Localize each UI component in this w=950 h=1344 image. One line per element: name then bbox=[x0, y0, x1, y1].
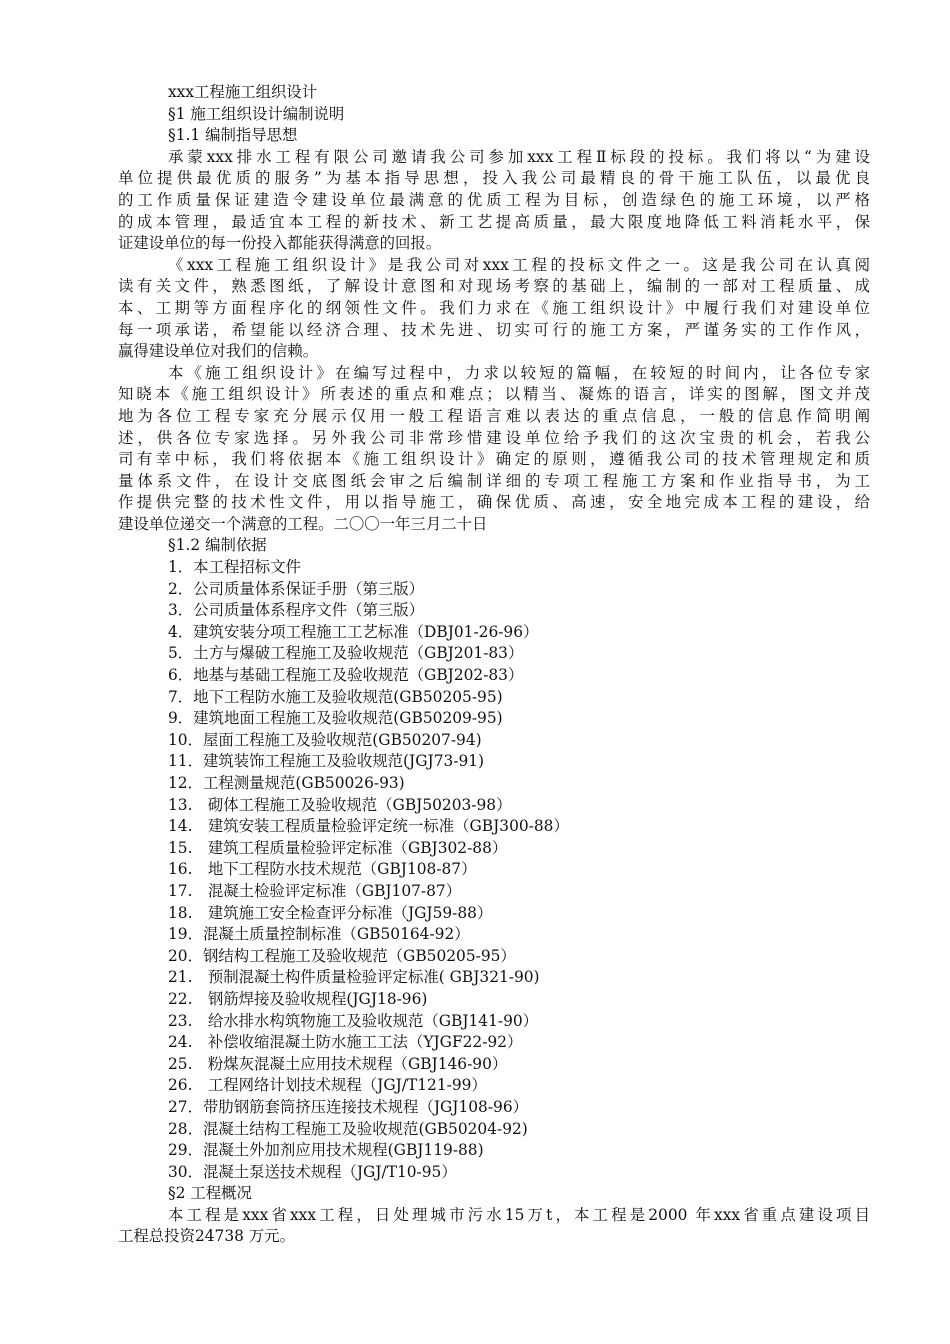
list-item: 10．屋面工程施工及验收规范(GB50207-94) bbox=[168, 730, 482, 749]
section-heading-2: §2 工程概况 bbox=[168, 1184, 252, 1203]
list-item: 20．钢结构工程施工及验收规范（GB50205-95） bbox=[168, 946, 516, 965]
list-item: 3．公司质量体系程序文件（第三版） bbox=[168, 601, 425, 620]
list-item: 26. 工程网络计划技术规程（JGJ/T121-99） bbox=[168, 1076, 487, 1095]
paragraph-line: 每一项承诺，希望能以经济合理、技术先进、切实可行的施工方案，严谨务实的工作作风， bbox=[118, 320, 870, 339]
list-item: 5．土方与爆破工程施工及验收规范（GBJ201-83） bbox=[168, 644, 524, 663]
paragraph-line: 建设单位递交一个满意的工程。二〇〇一年三月二十日 bbox=[118, 514, 488, 533]
list-item: 17. 混凝土检验评定标准（GBJ107-87） bbox=[168, 881, 462, 900]
list-item: 24. 补偿收缩混凝土防水施工工法（YJGF22-92） bbox=[168, 1033, 523, 1052]
paragraph-line: 作提供完整的技术性文件，用以指导施工，确保优质、高速，安全地完成本工程的建设，给 bbox=[118, 493, 870, 512]
list-item: 29．混凝土外加剂应用技术规程(GBJ119-88) bbox=[168, 1141, 484, 1160]
list-item: 7．地下工程防水施工及验收规范(GB50205-95) bbox=[168, 687, 503, 706]
paragraph-line: 《xxx工程施工组织设计》是我公司对xxx工程的投标文件之一。这是我公司在认真阅 bbox=[168, 255, 870, 274]
list-item: 12．工程测量规范(GB50026-93) bbox=[168, 774, 405, 792]
section-heading-1: §1 施工组织设计编制说明 bbox=[168, 104, 345, 123]
list-item: 22. 钢筋焊接及验收规程(JGJ18-96) bbox=[168, 989, 428, 1008]
list-item: 9．建筑地面工程施工及验收规范(GB50209-95) bbox=[168, 709, 503, 728]
paragraph-project-overview bbox=[118, 1205, 870, 1248]
paragraph-line: 地为各位工程专家充分展示仅用一般工程语言难以表达的重点信息，一般的信息作简明阐 bbox=[118, 406, 870, 425]
paragraph-document-purpose bbox=[118, 255, 870, 363]
section-heading-1-2: §1.2 编制依据 bbox=[168, 536, 267, 555]
paragraph-line: 的成本管理，最适宜本工程的新技术、新工艺提高质量，最大限度地降低工料消耗水平，保 bbox=[118, 212, 870, 231]
paragraph-writing-approach bbox=[118, 363, 870, 536]
paragraph-line: 知晓本《施工组织设计》所表述的重点和难点；以精当、凝炼的语言，详实的图解，图文并茂 bbox=[118, 385, 870, 404]
document-body bbox=[118, 82, 870, 1248]
list-item: 2．公司质量体系保证手册（第三版） bbox=[168, 579, 425, 598]
paragraph-line: 工程总投资24738 万元。 bbox=[118, 1227, 295, 1246]
paragraph-line: 本工程是xxx省xxx工程，日处理城市污水15万t，本工程是2000 年xxx省重点建设项目 bbox=[168, 1205, 870, 1224]
list-item: 11．建筑装饰工程施工及验收规范(JGJ73-91) bbox=[168, 752, 485, 771]
paragraph-line: 赢得建设单位对我们的信赖。 bbox=[118, 342, 319, 361]
list-item: 18. 建筑施工安全检查评分标准（JGJ59-88） bbox=[168, 903, 493, 922]
list-item: 28．混凝土结构工程施工及验收规范(GB50204-92) bbox=[168, 1119, 528, 1138]
list-item: 16. 地下工程防水技术规范（GBJ108-87） bbox=[168, 860, 477, 879]
document-title: xxx工程施工组织设计 bbox=[168, 83, 318, 101]
list-item: 27．带肋钢筋套筒挤压连接技术规程（JGJ108-96） bbox=[168, 1097, 529, 1116]
list-item: 6．地基与基础工程施工及验收规范（GBJ202-83） bbox=[168, 666, 524, 685]
list-item: 25. 粉煤灰混凝土应用技术规程（GBJ146-90） bbox=[168, 1054, 508, 1073]
list-item: 30．混凝土泵送技术规程（JGJ/T10-95） bbox=[168, 1162, 457, 1181]
paragraph-line: 司有幸中标，我们将依据本《施工组织设计》确定的原则，遵循我公司的技术管理规定和质 bbox=[118, 450, 870, 469]
paragraph-line: 承蒙xxx排水工程有限公司邀请我公司参加xxx工程Ⅱ标段的投标。我们将以“为建设 bbox=[168, 147, 870, 166]
paragraph-line: 述，供各位专家选择。另外我公司非常珍惜建设单位给予我们的这次宝贵的机会，若我公 bbox=[118, 428, 870, 447]
paragraph-line: 证建设单位的每一份投入都能获得满意的回报。 bbox=[118, 234, 442, 253]
list-item: 23. 给水排水构筑物施工及验收规范（GBJ141-90） bbox=[168, 1011, 539, 1030]
paragraph-line: 量体系文件，在设计交底图纸会审之后编制详细的专项工程施工方案和作业指导书，为工 bbox=[118, 471, 870, 490]
list-item: 15. 建筑工程质量检验评定标准（GBJ302-88） bbox=[168, 838, 508, 857]
list-item: 4．建筑安装分项工程施工工艺标准（DBJ01-26-96） bbox=[168, 622, 539, 641]
paragraph-line: 本《施工组织设计》在编写过程中，力求以较短的篇幅，在较短的时间内，让各位专家 bbox=[168, 363, 870, 382]
paragraph-line: 本、工期等方面程序化的纲领性文件。我们力求在《施工组织设计》中履行我们对建设单位 bbox=[118, 298, 870, 317]
list-item: 13. 砌体工程施工及验收规范（GBJ50203-98） bbox=[168, 795, 512, 814]
list-item: 19．混凝土质量控制标准（GB50164-92） bbox=[168, 925, 470, 944]
paragraph-line: 读有关文件，熟悉图纸，了解设计意图和对现场考察的基础上，编制的一部对工程质量、成 bbox=[118, 277, 870, 296]
paragraph-line: 单位提供最优质的服务”为基本指导思想，投入我公司最精良的骨干施工队伍，以最优良 bbox=[118, 169, 870, 188]
paragraph-line: 的工作质量保证建造令建设单位最满意的优质工程为目标，创造绿色的施工环境，以严格 bbox=[118, 190, 870, 209]
basis-list bbox=[118, 557, 870, 1183]
list-item: 14. 建筑安装工程质量检验评定统一标准（GBJ300-88） bbox=[168, 817, 569, 836]
list-item: 21. 预制混凝土构件质量检验评定标准( GBJ321-90) bbox=[168, 968, 540, 987]
paragraph-guiding-idea bbox=[118, 147, 870, 255]
section-heading-1-1: §1.1 编制指导思想 bbox=[168, 126, 298, 145]
list-item: 1．本工程招标文件 bbox=[168, 558, 301, 577]
